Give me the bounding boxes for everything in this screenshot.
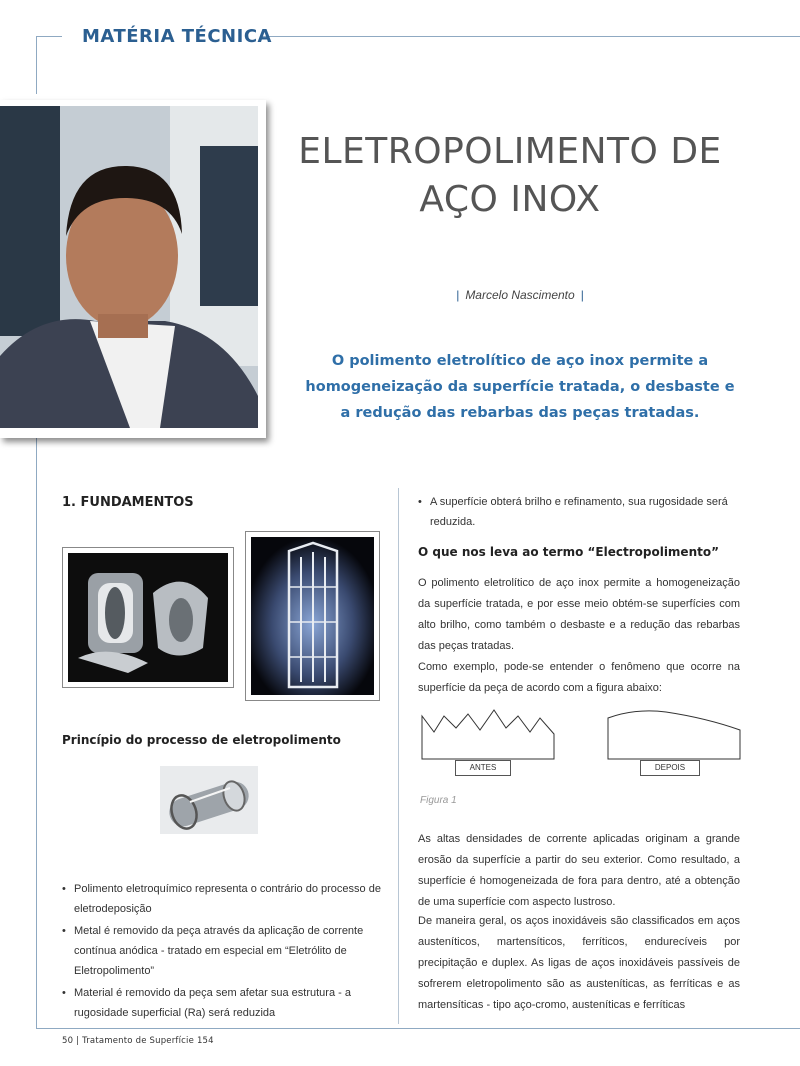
frame-left-top xyxy=(36,36,37,94)
author-name: Marcelo Nascimento xyxy=(465,288,575,302)
paragraph-2: Como exemplo, pode-se entender o fenômeno que ocorre na superfície da peça de acordo com a figura abaixo: xyxy=(418,661,740,694)
frame-top-left xyxy=(36,36,62,37)
figure-caption: Figura 1 xyxy=(420,795,457,806)
before-label: ANTES xyxy=(455,760,511,776)
cylinder-part-image xyxy=(160,766,258,834)
byline-bar-left: | xyxy=(456,288,460,302)
after-label: DEPOIS xyxy=(640,760,700,776)
electropolishing-subhead: O que nos leva ao termo “Electropolimento” xyxy=(418,545,719,559)
parts-photo-2 xyxy=(245,531,380,701)
surface-before-figure xyxy=(420,704,556,760)
paragraph-1: O polimento eletrolítico de aço inox permite a homogeneização da superfície tratada, e por esse meio obtém-se superfícies com alto brilho, como também o desbaste e a redução das rebarbas das peças tratadas. xyxy=(418,577,740,652)
column-divider xyxy=(398,488,399,1024)
list-item: • A superfície obterá brilho e refinamento, sua rugosidade será reduzida. xyxy=(418,492,740,532)
frame-top-right xyxy=(262,36,800,37)
author-photo xyxy=(0,100,266,438)
title-line-2: AÇO INOX xyxy=(419,179,601,220)
list-item: • Polimento eletroquímico representa o contrário do processo de eletrodeposição xyxy=(62,879,384,919)
list-item: • Metal é removido da peça através da aplicação de corrente contínua anódica - tratado em especial em “Eletrólito de Eletropolimento” xyxy=(62,921,384,981)
process-subhead: Princípio do processo de eletropolimento xyxy=(62,733,341,747)
frame-left-bottom xyxy=(36,438,37,1028)
page-footer: 50 | Tratamento de Superfície 154 xyxy=(62,1036,214,1046)
section-heading: 1. FUNDAMENTOS xyxy=(62,495,194,510)
author-portrait-illustration xyxy=(0,106,258,428)
polished-grid-part-image xyxy=(251,537,374,695)
lede-line-3: a redução das rebarbas das peças tratadas. xyxy=(340,405,700,421)
list-item: • Material é removido da peça sem afetar sua estrutura - a rugosidade superficial (Ra) será reduzida xyxy=(62,983,384,1023)
title-line-1: ELETROPOLIMENTO DE xyxy=(298,131,722,172)
lede-line-1: O polimento eletrolítico de aço inox permite a xyxy=(331,353,709,369)
surface-bullet-list xyxy=(418,492,740,534)
frame-bottom xyxy=(36,1028,800,1029)
paragraph-3: As altas densidades de corrente aplicadas originam a grande erosão da superfície a partir do seu exterior. Como resultado, a superfície é homogeneizada de fora para dentro, até a obtenção de uma superfície com aspecto lustroso. xyxy=(418,833,740,908)
surface-after-figure xyxy=(606,708,742,760)
parts-photo-1 xyxy=(62,547,234,688)
lede-line-2: homogeneização da superfície tratada, o desbaste e xyxy=(305,379,735,395)
section-label: MATÉRIA TÉCNICA xyxy=(82,26,272,47)
byline-bar-right: | xyxy=(580,288,584,302)
author-byline xyxy=(420,288,620,302)
paragraph-4: De maneira geral, os aços inoxidáveis são classificados em aços austeníticos, martensíticos, ferríticos, endurecíveis por precipitação e duplex. As ligas de aços inoxidáveis passíveis de sofrerem eletropolimento são as austeníticas, as ferríticas e as martensíticas - tipo aço-cromo, austeníticas e ferríticas xyxy=(418,915,740,1011)
article-title xyxy=(290,128,730,224)
article-lede xyxy=(300,348,740,426)
process-bullet-list xyxy=(62,879,384,1025)
polished-parts-image xyxy=(68,553,228,682)
cylinder-illustration xyxy=(160,766,258,834)
